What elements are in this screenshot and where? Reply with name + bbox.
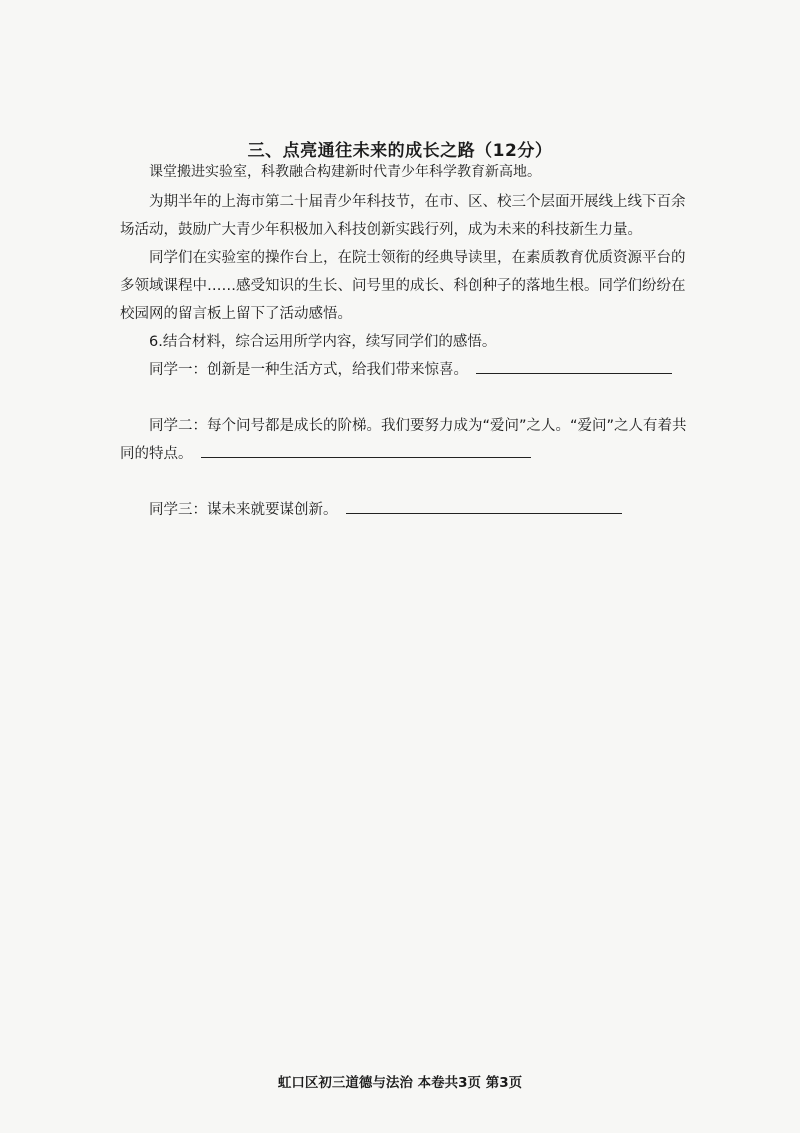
section-title: 三、点亮通往未来的成长之路（12分） (247, 141, 553, 161)
student-3-answer (120, 496, 690, 524)
material-intro: 课堂搬进实验室，科教融合构建新时代青少年科学教育新高地。 (149, 164, 541, 180)
student-1-answer (120, 356, 690, 384)
answer-blank-1[interactable] (476, 357, 672, 374)
answer-blank-2[interactable] (201, 441, 531, 458)
material-paragraph-1: 为期半年的上海市第二十届青少年科技节，在市、区、校三个层面开展线上线下百余场活动，鼓励广大青少年积极加入科技创新实践行列，成为未来的科技新生力量。 (120, 194, 686, 238)
material-paragraph-2: 同学们在实验室的操作台上，在院士领衔的经典导读里，在素质教育优质资源平台的多领域课程中……感受知识的生长、问号里的成长、科创种子的落地生根。同学们纷纷在校园网的留言板上留下了活动感悟。 (120, 250, 686, 322)
answer-blank-3[interactable] (346, 497, 622, 514)
student-2-answer (120, 412, 690, 468)
student-3-statement: 同学三：谋未来就要谋创新。 (149, 502, 338, 518)
question-prompt: 6.结合材料，综合运用所学内容，续写同学们的感悟。 (149, 334, 497, 350)
student-2-statement: 同学二：每个问号都是成长的阶梯。我们要努力成为“爱问”之人。“爱问”之人有着共同的特点。 (120, 418, 687, 462)
page-footer: 虹口区初三道德与法治 本卷共3页 第3页 (277, 1075, 523, 1091)
student-1-statement: 同学一：创新是一种生活方式，给我们带来惊喜。 (149, 362, 468, 378)
